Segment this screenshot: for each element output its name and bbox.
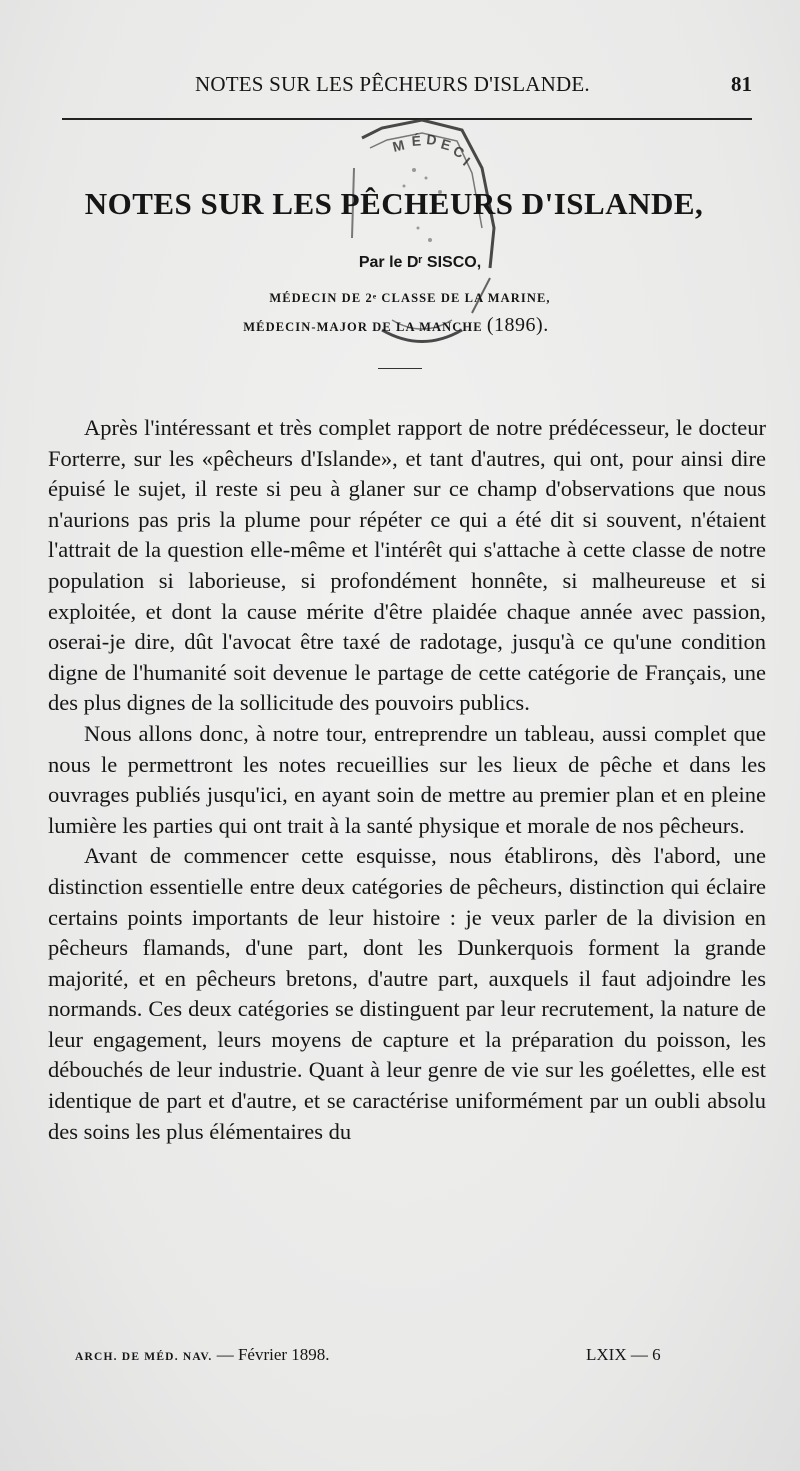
svg-text:D: D xyxy=(425,131,438,149)
article-title: NOTES SUR LES PÊCHEURS D'ISLANDE, xyxy=(84,186,704,221)
footer-date: — Février 1898. xyxy=(216,1345,330,1364)
author-credential-2-text: MÉDECIN-MAJOR DE LA MANCHE xyxy=(243,320,483,334)
title-separator xyxy=(378,368,422,369)
author-line: Par le Dʳ SISCO, xyxy=(358,254,482,271)
footer-signature: LXIX — 6 xyxy=(586,1345,661,1364)
author-credential-2 xyxy=(0,314,796,337)
article-body xyxy=(48,413,766,1147)
paragraph-3: Avant de commencer cette esquisse, nous établirons, dès l'abord, une distinction essentielle entre deux catégories de pêcheurs, distinction qui éclaire certains points importants de leur histoire : je veux parler de la division en pêcheurs flamands, d'une part, dont les Dunkerquois forment la grande majorité, et en pêcheurs bretons, d'autre part, auxquels il faut adjoindre les normands. Ces deux catégories se distinguent par leur recrutement, la nature de leur engagement, leurs moyens de capture et la préparation du poisson, les débouchés de leur industrie. Quant à leur genre de vie sur les goélettes, elle est identique de part et d'autre, et se caractérise uniformément par un oubli absolu des soins les plus élémentaires du xyxy=(48,843,766,1144)
running-head: NOTES SUR LES PÊCHEURS D'ISLANDE. xyxy=(195,72,590,96)
svg-text:C: C xyxy=(450,142,467,162)
footer-citation xyxy=(75,1345,330,1365)
svg-text:M: M xyxy=(390,136,407,155)
author-credential-1: MÉDECIN DE 2ᵉ CLASSE DE LA MARINE, xyxy=(269,291,551,305)
page-number: 81 xyxy=(731,72,752,96)
publication-year: (1896). xyxy=(486,314,549,336)
svg-text:E: E xyxy=(439,135,453,154)
svg-text:I: I xyxy=(460,154,474,169)
paragraph-2: Nous allons donc, à notre tour, entreprendre un tableau, aussi complet que nous le permettront les notes recueillies sur les lieux de pêche et dans les ouvrages publiés jusqu'ici, en ayant soin de mettre au premier plan et en pleine lumière les parties qui ont trait à la santé physique et morale de nos pêcheurs. xyxy=(48,720,766,838)
paragraph-1: Après l'intéressant et très complet rapport de notre prédécesseur, le docteur Forterre, sur les «pêcheurs d'Islande», et tant d'autres, qui ont, pour ainsi dire épuisé le sujet, il reste si peu à glaner sur ce champ d'observations que nous n'aurions pas pris la plume pour répéter ce qui a été dit si souvent, n'étaient l'attrait de la question elle-même et l'intérêt qui s'attache à cette classe de notre population si laborieuse, si profondément honnête, si malheureuse et si exploitée, et dont la cause mérite d'être plaidée chaque année avec passion, oserai-je dire, dût l'avocat être taxé de radotage, jusqu'à ce qu'une condition digne de l'humanité soit devenue le partage de cette catégorie de Français, une des plus dignes de la sollicitude des pouvoirs publics. xyxy=(48,415,766,716)
svg-text:É: É xyxy=(411,132,422,149)
footer-journal: ARCH. DE MÉD. NAV. xyxy=(75,1351,213,1363)
